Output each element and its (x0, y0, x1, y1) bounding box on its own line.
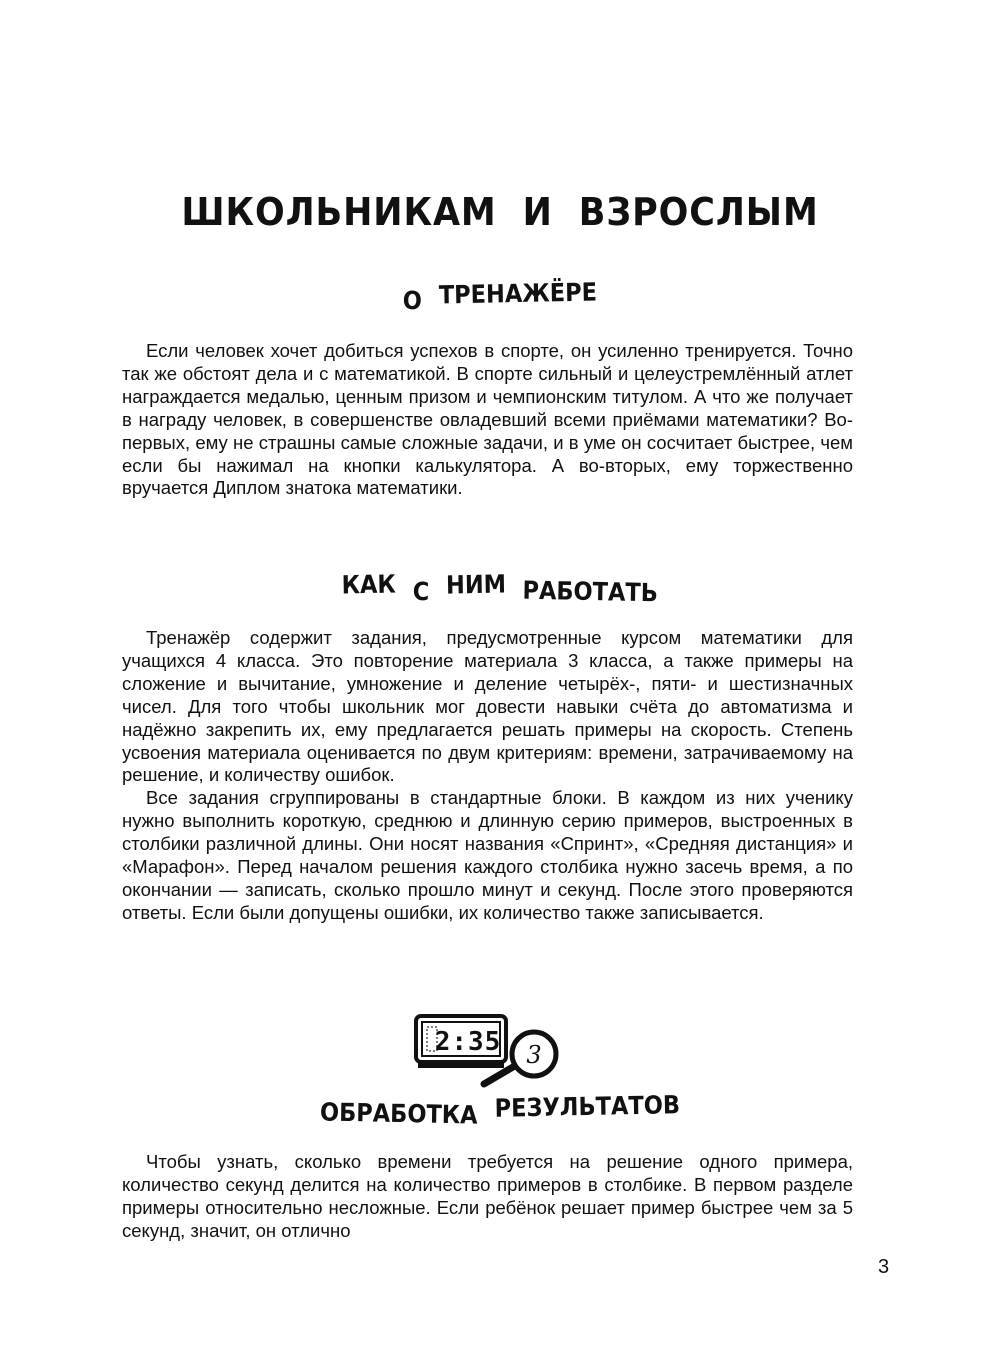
heading-word: О (402, 285, 423, 316)
page-title: ШКОЛЬНИКАМ И ВЗРОСЛЫМ (181, 190, 819, 234)
section-heading-about-trainer (50, 277, 950, 316)
section-text-about-trainer (122, 340, 853, 500)
page-number: 3 (878, 1256, 890, 1278)
magnifier-number: 3 (526, 1041, 542, 1069)
heading-word: С (412, 576, 430, 607)
heading-word: ТРЕНАЖЁРЕ (438, 277, 598, 310)
section-text-how-to-work (122, 627, 853, 925)
clock-base (418, 1062, 504, 1068)
section-heading-how-to-work (50, 569, 950, 608)
section-heading-results (50, 1090, 950, 1130)
heading-word: ОБРАБОТКА (319, 1097, 478, 1130)
paragraph: Все задания сгруппированы в стандартные блоки. В каждом из них ученику нужно выполнить короткую, среднюю и длинную серию примеров, выстроенных в столбики различной длины. Они носят названия «Спринт», «Средняя дистанция» и «Марафон». Перед началом решения каждого столбика нужно засечь время, а по окончании — записать, сколько прошло минут и секунд. После этого проверяются ответы. Если были допущены ошибки, их количество также записывается. (122, 787, 853, 923)
stopwatch-magnifier-illustration (412, 1012, 572, 1092)
heading-word: КАК (341, 569, 397, 600)
heading-word: НИМ (445, 569, 507, 600)
paragraph: Если человек хочет добиться успехов в спорте, он усиленно тренируется. Точно так же обстоят дела и с математикой. В спорте сильный и целеустремлённый атлет награждается медалью, ценным призом и чемпионским титулом. А что же получает в награду человек, в совершенстве овладевший всеми приёмами математики? Во-первых, ему не страшны самые сложные задачи, и в уме он сосчитает быстрее, чем если бы нажимал на кнопки калькулятора. А во-вторых, ему торжественно вручается Диплом знатока математики. (122, 340, 853, 499)
heading-word: РЕЗУЛЬТАТОВ (494, 1090, 681, 1123)
clock-display: 2:35 (434, 1027, 502, 1057)
paragraph: Тренажёр содержит задания, предусмотренные курсом математики для учащихся 4 класса. Это повторение материала 3 класса, а также примеры на сложение и вычитание, умножение и деление четырёх-, пяти- и шестизначных чисел. Для того чтобы школьник мог довести навыки счёта до автоматизма и надёжно закрепить их, ему предлагается решать примеры на скорость. Степень усвоения материала оценивается по двум критериям: времени, затрачиваемому на решение, и количеству ошибок. (122, 627, 853, 786)
section-text-results (122, 1151, 853, 1243)
paragraph: Чтобы узнать, сколько времени требуется на решение одного примера, количество секунд делится на количество примеров в столбике. В первом разделе примеры относительно несложные. Если ребёнок решает пример быстрее чем за 5 секунд, значит, он отлично (122, 1151, 853, 1241)
heading-word: РАБОТАТЬ (522, 575, 659, 608)
